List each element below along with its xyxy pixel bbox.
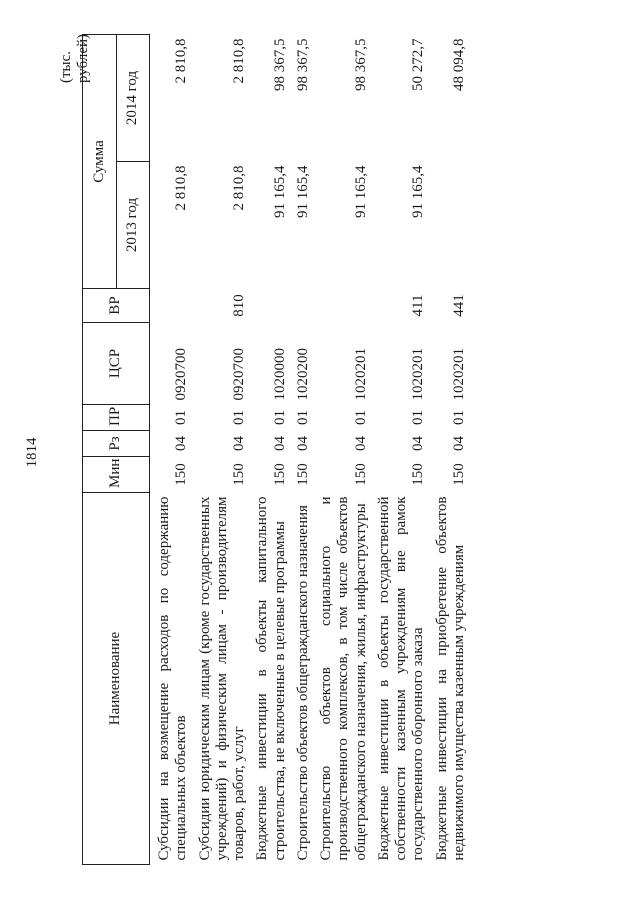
- row-vr: 810: [231, 294, 247, 317]
- row-csr: 0920700: [231, 348, 247, 401]
- row-min: 150: [410, 463, 427, 486]
- row-vr: 411: [410, 294, 427, 317]
- row-pr: 01: [231, 410, 247, 425]
- table-row: [191, 34, 249, 864]
- row-name: Строительство объектов социального и производственного комплексов, в том числе объектов общегражданского назначения, жилья, инфраструктуры: [318, 496, 369, 861]
- row-2014: 98 367,5: [294, 38, 311, 91]
- header-min: Мин: [83, 457, 150, 493]
- row-name: Строительство объектов общегражданского назначения: [294, 505, 311, 861]
- units-note: (тыс. рублей): [58, 33, 91, 83]
- table-row: [150, 34, 191, 864]
- row-pr: 01: [271, 410, 288, 425]
- row-vr: [150, 289, 191, 323]
- row-csr: 1020201: [450, 348, 467, 401]
- row-min: 150: [231, 463, 247, 486]
- row-name: Бюджетные инвестиции в объекты государственной собственности казенным учреждениям вне рамок государственного оборонного заказа: [375, 496, 427, 861]
- row-pr: 01: [173, 410, 190, 425]
- row-min: 150: [173, 463, 190, 486]
- row-pr: 01: [294, 410, 311, 425]
- row-csr: 0920700: [173, 348, 190, 401]
- row-vr: [312, 289, 370, 323]
- row-rz: 04: [271, 436, 288, 451]
- row-vr: 441: [450, 294, 467, 317]
- row-2013: 91 165,4: [352, 165, 369, 218]
- row-name: Субсидии юридическим лицам (кроме государственных учреждений) и физическим лицам - производителям товаров, работ, услуг: [196, 496, 247, 861]
- table-row: [370, 34, 428, 864]
- table-row: [312, 34, 370, 864]
- row-csr: 1020000: [271, 348, 288, 401]
- row-2014: 48 094,8: [450, 38, 467, 91]
- row-2013: [428, 162, 469, 289]
- header-2013: 2013 год: [116, 162, 150, 289]
- row-pr: 01: [410, 410, 427, 425]
- row-2013: 91 165,4: [271, 165, 288, 218]
- row-rz: 04: [173, 436, 190, 451]
- row-rz: 04: [294, 436, 311, 451]
- row-csr: 1020201: [352, 348, 369, 401]
- row-csr: 1020200: [294, 348, 311, 401]
- table-row: [289, 34, 312, 864]
- row-2014: 98 367,5: [352, 38, 369, 91]
- row-2014: 2 810,8: [231, 38, 247, 84]
- row-2013: 2 810,8: [231, 165, 247, 211]
- row-rz: 04: [231, 436, 247, 451]
- header-pr: ПР: [83, 405, 150, 431]
- table-row: [428, 34, 469, 864]
- row-pr: 01: [450, 410, 467, 425]
- header-rz: Рз: [83, 431, 150, 457]
- row-name: Бюджетные инвестиции в объекты капитального строительства, не включенные в целевые программы: [254, 496, 288, 861]
- row-2014: 2 810,8: [173, 38, 190, 84]
- header-2014: 2014 год: [116, 34, 150, 161]
- row-min: 150: [450, 463, 467, 486]
- header-sum: Сумма: [83, 34, 117, 288]
- row-vr: [289, 289, 312, 323]
- row-rz: 04: [352, 436, 369, 451]
- row-rz: 04: [410, 436, 427, 451]
- row-pr: 01: [352, 410, 369, 425]
- row-2013: 91 165,4: [294, 165, 311, 218]
- row-rz: 04: [450, 436, 467, 451]
- row-min: 150: [352, 463, 369, 486]
- table-row: [248, 34, 289, 864]
- row-csr: 1020201: [410, 348, 427, 401]
- row-name: Субсидии на возмещение расходов по содержанию специальных объектов: [156, 496, 190, 861]
- header-csr: ЦСР: [83, 323, 150, 405]
- row-vr: [248, 289, 289, 323]
- row-name: Бюджетные инвестиции на приобретение объектов недвижимого имущества казенным учреждениям: [433, 496, 467, 861]
- row-min: 150: [271, 463, 288, 486]
- row-2014: 50 272,7: [410, 38, 427, 91]
- header-row: [83, 34, 117, 864]
- row-2013: 91 165,4: [410, 165, 427, 218]
- row-min: 150: [294, 463, 311, 486]
- row-2013: 2 810,8: [173, 165, 190, 211]
- row-2014: 98 367,5: [271, 38, 288, 91]
- header-name: Наименование: [83, 493, 150, 865]
- budget-table: [82, 34, 468, 865]
- header-vr: ВР: [83, 289, 150, 323]
- page-number: 1814: [24, 437, 40, 468]
